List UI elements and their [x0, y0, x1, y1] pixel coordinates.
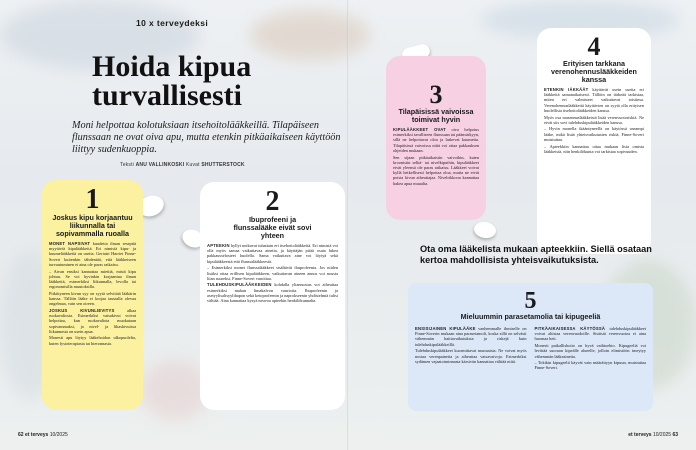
tip-card-4	[537, 28, 651, 254]
folio-right	[628, 432, 678, 438]
paragraph-text: kohdalla yliannostus voi aiheuttaa esimerkiksi mahan limakalvon vaurioita. Ibuprofeenin ja asetyylisalisyylihapon sekä ketoprofeenin ja naprokseenin yhdistelmiä tulisi välttää. Aina kannattaa kysyä neuvoa apteekin henkilökunnalta.	[207, 282, 338, 304]
byline-photo-label: Kuvat	[185, 162, 200, 168]
section-kicker: 10 x terveydeksi	[136, 18, 209, 28]
body-paragraph	[49, 335, 136, 345]
body-paragraph	[544, 144, 644, 154]
tip-card-1	[42, 180, 143, 410]
pull-quote: Ota oma lääkelista mukaan apteekkiin. Siellä osataan kertoa mahdollisista yhteisvaikutuksista.	[420, 244, 652, 265]
paragraph-text: hyllyt notkuvat tuhattain eri itsehoitolääkkeitä. Eri nimisiä voi olla myös samaa vaikuttavaa ainetta, ja käyttäjän pitää osata lukea pakkausselosteet huolella. Sama vaikuttava aine voi löytyä sekä kipulääkkeestä että flunssalääkkeestä.	[207, 243, 338, 264]
tip-title: Mieluummin parasetamolia tai kipugeeliä	[460, 312, 601, 321]
page-spine	[347, 0, 349, 450]
body-paragraph	[207, 282, 338, 303]
paragraph-lead-in: MONET NAPSIVAT	[49, 241, 91, 246]
tip-body-right	[535, 326, 647, 372]
tip-number: 5	[524, 288, 537, 314]
paragraph-text: – Tokikin kipugeelit käyvät vain määrättyyn kipuun, muistuttaa Finne-Soveri.	[534, 360, 646, 371]
tip-number: 2	[265, 186, 280, 217]
body-paragraph	[49, 308, 136, 334]
body-paragraph	[49, 269, 136, 290]
tip-number: 4	[587, 32, 601, 61]
paragraph-lead-in: APTEEKIN	[207, 243, 230, 248]
page-title: Hoida kipua turvallisesti	[92, 50, 252, 112]
paragraph-text: Tulehduskipulääkkeet kuormittavat munuaisia. Ne voivat myös nostaa verenpainetta ja aiheuttaa vatsavaivoja. Esimerkiksi sydämen vajaatoiminnasta kärsivän kannattaa välttää niitä.	[415, 348, 527, 364]
body-paragraph	[415, 326, 527, 347]
tip-body	[544, 87, 644, 154]
body-paragraph	[544, 87, 644, 113]
paragraph-text: Sen sijaan pitkäaikaisiin vaivoihin, kuten kroonisiin selkä- tai nivelkipuihin, kipulääkkeet eivät yleensä ole paras ratkaisu. Lääkkeet voivat kyllä hetkellisesti helpottaa oloa, mutta ne eivät poista kivun aiheuttajaa. Nivelrikkoon kannattaa hakea apua muualta.	[393, 154, 479, 186]
paragraph-text: – Aivan ensiksi kannattaa miettiä, mistä kipu johtuu. Se voi hyvinkin korjaantua ilman lääkkeitä, esimerkiksi liikunnalla, levolla tai ergonomisilla muutoksilla.	[49, 268, 136, 290]
byline-text-label: Teksti	[120, 162, 134, 168]
folio-left	[18, 432, 68, 438]
paragraph-lead-in: TULEHDUSKIPULÄÄKKEIDEN	[207, 282, 272, 288]
magazine-name: et terveys	[24, 432, 49, 438]
tip-title: Joskus kipu korjaantuu liikunnalla tai sopivammalla ruoalla	[52, 213, 133, 238]
paragraph-text: Monesti apu löytyy lääkehoidon ulkopuolelta, kuten fysioterapiasta tai hieronnasta.	[49, 335, 136, 346]
paragraph-text: Myös osa masennuslääkkeistä lisää verenvuotoriskiä. Ne eivät siis sovi tulehduskipulääkkeiden kanssa.	[544, 114, 644, 125]
paragraph-text: vanhemmalle ihmiselle on Finne-Soverin mukaan aina parasetamoli, koska sillä on selvästi vähemmän haittavaikutuksia ja riskejä kuin tulehduskipulääkkeillä.	[415, 326, 527, 347]
body-paragraph	[544, 115, 644, 125]
body-paragraph	[207, 265, 338, 281]
body-paragraph	[535, 343, 647, 359]
paragraph-text: – Hyvin monella ikääntyneellä on käytössä useampi lääke, mikä lisää yhteisvaikutusten riskiä, Finne-Soveri muistuttaa.	[544, 126, 644, 142]
paragraph-text: oiva helpotus esimerkiksi tavalliseen flunssaan tai päänsärkyyn, sillä ne helpottavat oloa ja laskevat kuumetta. Tilapäisissä vaivoissa niitä voi ottaa pakkauksen ohjeiden mukaan.	[393, 127, 479, 153]
tip-title: Tilapäisissä vaivoissa toimivat hyvin	[398, 107, 474, 124]
tip-number: 3	[429, 80, 443, 109]
body-paragraph	[49, 241, 136, 267]
tip-card-3	[386, 56, 486, 220]
body-paragraph	[207, 243, 338, 264]
paragraph-lead-in: ETENKIN IÄKKÄÄT	[544, 87, 589, 92]
paragraph-text: Monesti paikallishoito on hyvä vaihtoehto. Kipugeeliä voi levittää suoraan kipeälle alueelle, jolloin elimistöön imeytyy vähemmän lääkeainetta.	[534, 343, 646, 359]
tip-title: Erityisen tarkkana verenohennuslääkkeiden kanssa	[551, 59, 637, 84]
issue-number: 10/2025	[49, 432, 68, 438]
byline	[120, 162, 245, 168]
byline-author: ANU VALLINKOSKI	[135, 162, 185, 168]
paragraph-lead-in: JOSKUS KIVUNLIEVITYS	[49, 307, 115, 313]
body-paragraph	[393, 155, 479, 186]
magazine-name: et terveys	[628, 432, 652, 438]
body-paragraph	[393, 127, 479, 153]
paragraph-lead-in: KIPULÄÄKKEET OVAT	[393, 127, 446, 132]
paragraph-lead-in: PITKÄAIKAISESSA KÄYTÖSSÄ	[534, 326, 606, 331]
paragraph-text: käyttävät usein useita eri lääkkeitä samanaikaisesti. Tällöin on tärkeää tarkistaa, miten eri valmisteet vaikuttavat toisiinsa. Verenohennuslääkkeitä käyttävien on syytä olla erityisen huolellisia itsehoitolääkkeiden kanssa.	[544, 87, 644, 113]
body-paragraph	[535, 360, 647, 370]
page-number: 63	[672, 432, 678, 438]
lead-paragraph: Moni helpottaa kolotuksiaan itsehoitolääkkeillä. Tilapäiseen flunssaan ne ovat oiva apu, mutta etenkin pitkäaikaiseen käyttöön liittyy sudenkuoppia.	[72, 120, 341, 155]
paragraph-lead-in: ENSISIJAINEN KIPULÄÄKE	[415, 326, 476, 331]
page-number: 62	[18, 432, 24, 438]
body-paragraph	[535, 326, 647, 342]
tip-number: 1	[85, 184, 100, 215]
tip-body	[207, 243, 338, 303]
tip-title: Ibuprofeeni ja flunssalääke eivät sovi yhteen	[233, 215, 312, 240]
body-paragraph	[415, 348, 527, 364]
paragraph-text: tulehduskipulääkkeet voivat altistaa verenvuodoille. Sisäistä verenvuotoa ei aina huomaa heti.	[534, 326, 647, 342]
paragraph-text: Pitkittyneen kivun syy on syytä selvittää lääkärin kanssa. Tällöin lääke ei korjaa taustalla olevaa ongelmaa, vain sen oireen.	[49, 290, 136, 307]
tip-card-2	[200, 182, 345, 410]
issue-number: 10/2025	[652, 432, 672, 438]
paragraph-text: alkaa ruokavaliosta. Esimerkiksi vatsakivut voivat helpottaa, kun ruokavaliota muokataan sopivammaksi, ja nivel- ja lihaskivuissa liikunnasta on usein apua.	[49, 307, 137, 334]
byline-photographer: SHUTTERSTOCK	[201, 162, 245, 168]
tip-body	[393, 127, 479, 186]
paragraph-text: – Apteekkiin kannattaa ottaa mukaan lista omista lääkkeistä, niin henkilökunta voi tarkistaa sopivuuden.	[544, 143, 644, 154]
tip-body	[49, 241, 136, 346]
paragraph-text: – Esimerkiksi monet flunssalääkkeet sisältävät ibuprofeenia. Jos niiden lisäksi ottaa erillisen kipulääkkeen, vaikuttavan aineen annos voi nousta liian suureksi, Finne-Soveri varoittaa.	[207, 265, 338, 281]
paragraph-text: kuudetta ilman reseptiä myytäviä kipulääkkeitä. Eri nimisiä kipu- ja kuumelääkkeitä on useita. Geriatri Harriet Finne-Soveri kuitenkin tähdentää, että lääkkeiseen turvautuminen ei aina ole paras ratkaisu.	[49, 241, 136, 267]
pill-illustration	[473, 220, 497, 240]
body-paragraph	[544, 126, 644, 142]
tip-body-left	[415, 326, 527, 372]
body-paragraph	[49, 291, 136, 307]
tip-card-5	[408, 283, 653, 411]
